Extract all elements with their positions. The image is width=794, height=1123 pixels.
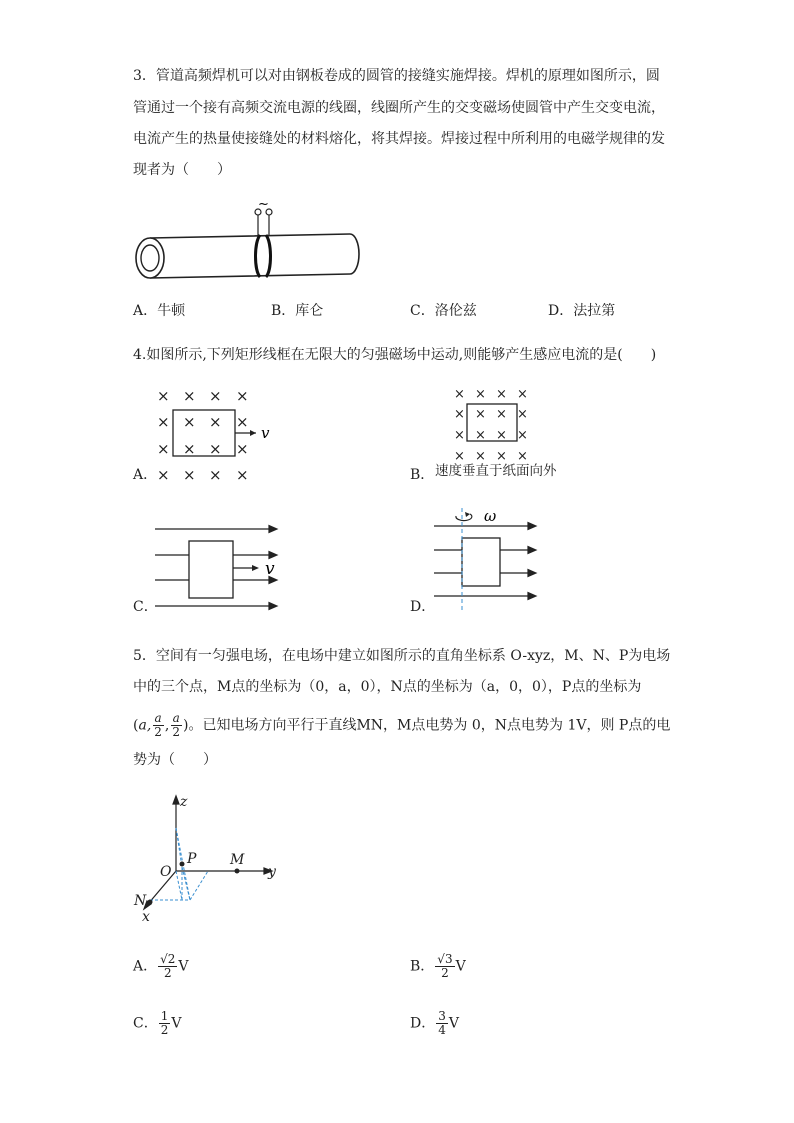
velocity-label: v xyxy=(261,424,270,442)
option-letter: C． xyxy=(133,1015,158,1032)
loop-frame-c xyxy=(189,541,233,598)
q3-option-b[interactable] xyxy=(271,301,323,321)
paren-open: ( xyxy=(133,717,139,734)
ac-symbol: ~ xyxy=(258,197,269,212)
option-letter: D． xyxy=(410,1015,436,1032)
q3-line-4: 现者为（ ） xyxy=(133,162,231,178)
q5-line-1: 5．空间有一匀强电场，在电场中建立如图所示的直角坐标系 O-xyz，M、N、P为电场 xyxy=(133,648,671,664)
frac-a-over-2: $\frac{a}{2}$ xyxy=(172,711,180,739)
q5-option-d[interactable] xyxy=(410,1010,459,1037)
point-m-label: M xyxy=(230,852,245,868)
svg-text:×: × xyxy=(517,428,528,443)
svg-text:×: × xyxy=(157,413,170,431)
q4-figure-c xyxy=(155,518,295,608)
svg-text:×: × xyxy=(475,407,486,422)
q4-option-a[interactable]: A． xyxy=(133,467,158,483)
q4-option-b[interactable]: B． xyxy=(410,467,435,483)
option-letter: C． xyxy=(410,303,435,319)
velocity-label: v xyxy=(265,559,275,579)
svg-text:×: × xyxy=(475,387,486,402)
q5-option-b[interactable] xyxy=(410,953,466,980)
q5-line-3-text: )。已知电场方向平行于直线MN，M点电势为 0，N点电势为 1V，则 P点的电 xyxy=(183,717,671,734)
svg-text:×: × xyxy=(183,413,196,431)
x-axis-label: x xyxy=(142,909,150,925)
option-fraction: $\frac{√3}{2}$ xyxy=(437,952,453,980)
svg-text:×: × xyxy=(454,387,465,402)
loop-frame-d xyxy=(462,538,500,586)
option-fraction: $\frac{1}{2}$ xyxy=(160,1009,169,1037)
option-unit: V xyxy=(171,1015,182,1032)
q5-line-3: (a, $\frac{a}{2}$ , $\frac{a}{2}$ )。已知电场方向平行于直线MN，M点电势为 0，N点电势为 1V，则 P点的电 xyxy=(133,711,671,739)
q4-figure-d xyxy=(430,506,550,606)
svg-text:×: × xyxy=(183,440,196,458)
welding-pipe-diagram xyxy=(130,198,370,288)
q4-figure-a xyxy=(150,384,290,484)
point-n-label: N xyxy=(134,893,147,909)
option-text: 库仑 xyxy=(295,303,324,319)
svg-text:×: × xyxy=(496,449,507,464)
svg-text:×: × xyxy=(157,466,170,484)
omega-label: ω xyxy=(484,507,497,525)
q5-option-a[interactable] xyxy=(133,953,189,980)
svg-text:×: × xyxy=(454,428,465,443)
svg-text:×: × xyxy=(496,407,507,422)
q4-option-c[interactable]: C． xyxy=(133,599,158,615)
option-text: 法拉第 xyxy=(573,303,616,319)
svg-text:×: × xyxy=(236,466,249,484)
q5-coordinate-diagram xyxy=(130,788,290,928)
svg-text:×: × xyxy=(517,407,528,422)
q3-line-2: 管通过一个接有高频交流电源的线圈，线圈所产生的交变磁场使圆管中产生交变电流， xyxy=(133,100,665,116)
svg-text:×: × xyxy=(475,449,486,464)
q5-line-4: 势为（ ） xyxy=(133,752,217,768)
svg-text:×: × xyxy=(496,428,507,443)
q3-option-d[interactable] xyxy=(548,301,615,321)
svg-text:×: × xyxy=(236,413,249,431)
option-letter: B． xyxy=(410,958,435,975)
svg-text:×: × xyxy=(183,466,196,484)
q3-line-1: 3．管道高频焊机可以对由钢板卷成的圆管的接缝实施焊接。焊机的原理如图所示，圆 xyxy=(133,68,660,84)
q3-option-a[interactable] xyxy=(133,301,185,321)
option-fraction: $\frac{√2}{2}$ xyxy=(160,952,176,980)
svg-text:×: × xyxy=(209,387,222,405)
q4-stem: 4.如图所示,下列矩形线框在无限大的匀强磁场中运动,则能够产生感应电流的是( ) xyxy=(133,347,657,363)
svg-text:×: × xyxy=(209,466,222,484)
svg-text:×: × xyxy=(496,387,507,402)
frac-a-over-2: $\frac{a}{2}$ xyxy=(154,711,162,739)
svg-text:×: × xyxy=(454,407,465,422)
q5-option-c[interactable] xyxy=(133,1010,181,1037)
svg-text:×: × xyxy=(183,387,196,405)
svg-text:×: × xyxy=(209,440,222,458)
option-fraction: $\frac{3}{4}$ xyxy=(438,1009,446,1037)
coord-a: a, xyxy=(138,717,152,734)
rotation-arrow xyxy=(456,514,472,521)
origin-label: O xyxy=(160,864,172,880)
q4-figure-b xyxy=(452,384,542,464)
q5-line-2: 中的三个点，M点的坐标为（0，a，0），N点的坐标为（a，0，0），P点的坐标为 xyxy=(133,679,642,695)
svg-text:×: × xyxy=(236,440,249,458)
y-axis-label: y xyxy=(268,864,276,880)
option-letter: B． xyxy=(271,303,296,319)
point-p-label: P xyxy=(187,851,197,867)
svg-text:×: × xyxy=(157,440,170,458)
option-text: 牛顿 xyxy=(157,303,186,319)
q3-line-3: 电流产生的热量使接缝处的材料熔化，将其焊接。焊接过程中所利用的电磁学规律的发 xyxy=(133,131,665,147)
option-unit: V xyxy=(455,958,466,975)
option-letter: D． xyxy=(548,303,574,319)
svg-text:×: × xyxy=(475,428,486,443)
option-text: 洛伦兹 xyxy=(434,303,477,319)
q4-option-d[interactable]: D． xyxy=(410,599,436,615)
svg-text:×: × xyxy=(517,387,528,402)
option-letter: A． xyxy=(133,303,158,319)
svg-text:×: × xyxy=(157,387,170,405)
svg-text:×: × xyxy=(517,449,528,464)
svg-text:×: × xyxy=(454,449,465,464)
q4-b-caption: 速度垂直于纸面向外 xyxy=(435,463,557,479)
option-unit: V xyxy=(448,1015,459,1032)
z-axis-label: z xyxy=(180,794,188,810)
svg-text:×: × xyxy=(209,413,222,431)
q3-option-c[interactable] xyxy=(410,301,477,321)
option-letter: A． xyxy=(133,958,158,975)
option-unit: V xyxy=(178,958,189,975)
svg-text:×: × xyxy=(236,387,249,405)
